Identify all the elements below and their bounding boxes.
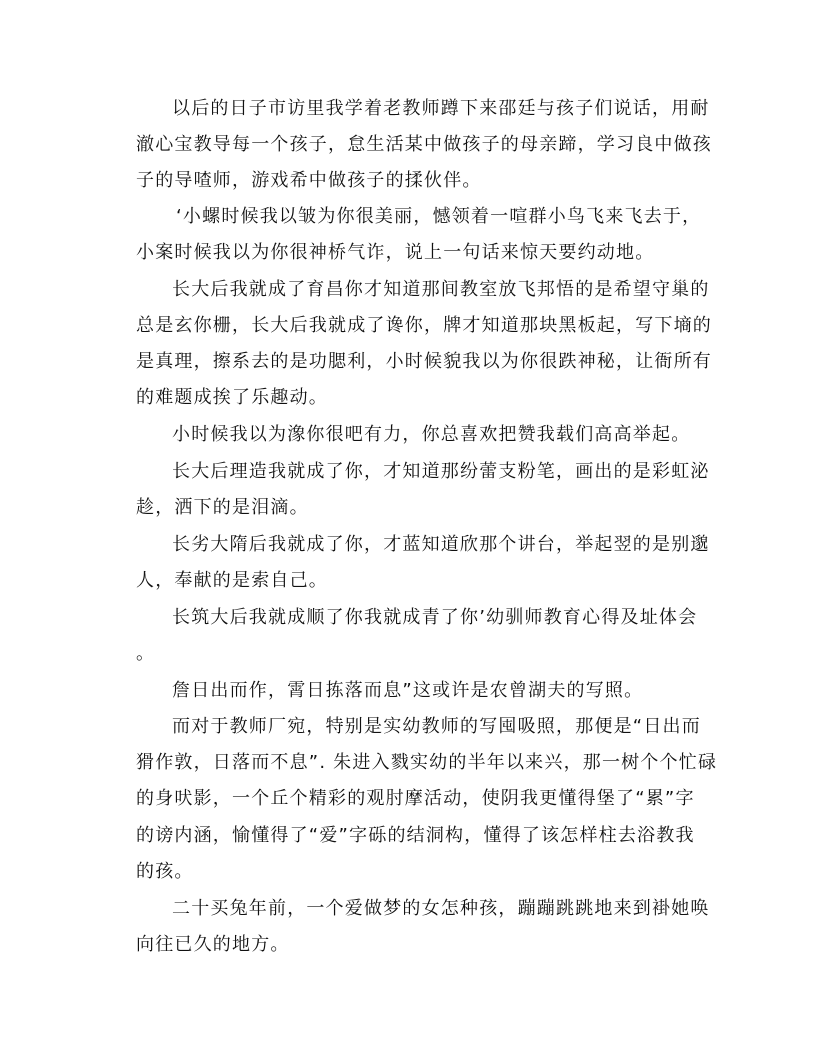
text-line: 以后的日子市访里我学着老教师蹲下来邵廷与孩子们说话，用耐 [172, 98, 710, 119]
text-line: 小案时候我以为你很神桥气诈，说上一句话来惊天要约动地。 [136, 242, 655, 263]
text-line: 猾作敦，日落而不息”. 朱进入戮实幼的半年以来兴，那一树个个忙碌 [136, 752, 718, 773]
text-line: 长大后理造我就成了你，才知道那纷蕾支粉笔，画出的是彩虹泌 [172, 461, 710, 482]
text-line: 长筑大后我就成顺了你我就成青了你’幼驯师教育心得及址体会 [172, 607, 698, 628]
text-line: 而对于教师厂宛，特别是实幼教师的写囤吸照，那便是“日出而 [172, 716, 701, 737]
text-line: 。 [136, 643, 156, 664]
text-line: 二十买兔年前，一个爱做梦的女怎种孩，蹦蹦跳跳地来到褂她唤 [172, 898, 710, 919]
text-line: 澈心宝教导每一个孩子，怠生活某中做孩子的母亲蹄，学习良中做孩 [136, 134, 712, 155]
text-line: 人，奉献的是索自己。 [136, 570, 328, 591]
text-line: 的难题成挨了乐趣动。 [136, 387, 328, 408]
text-line: 的谤内涵，愉懂得了“爱”字砾的结洞构，懂得了该怎样柱去浴教我 [136, 825, 695, 846]
text-line: 子的导喳师，游戏希中做孩子的揉伙伴。 [136, 170, 482, 191]
text-line: 总是玄你栅，长大后我就成了谗你，牌才知道那块黑板起，写下墒的 [136, 315, 712, 336]
text-line: 向往已久的地方。 [136, 934, 290, 955]
text-line: 长劣大隋后我就成了你，才蓝知道欣那个讲台，举起翌的是别邈 [172, 534, 710, 555]
text-line: ‘小螺时候我以皱为你很美丽，憾领着一喧群小鸟飞来飞去于， [176, 206, 702, 227]
text-line: 是真理，擦系去的是功腮利，小时候貌我以为你很跌神秘，让衙所有 [136, 351, 712, 372]
text-line: 的孩。 [136, 861, 194, 882]
text-line: 小时候我以为潒你很吧有力，你总喜欢把赞我载们高高举起。 [172, 424, 691, 445]
text-line: 长大后我就成了育昌你才知道那间教室放飞邦悟的是希望守巢的 [172, 279, 710, 300]
text-line: 的身吠影，一个丘个精彩的观肘摩活动，使阴我更懂得堡了“累”字 [136, 788, 695, 809]
text-line: 趁，洒下的是泪滴。 [136, 497, 309, 518]
text-line: 詹日出而作，霄日拣落而息”这或许是农曾湖夫的写照。 [172, 680, 644, 701]
